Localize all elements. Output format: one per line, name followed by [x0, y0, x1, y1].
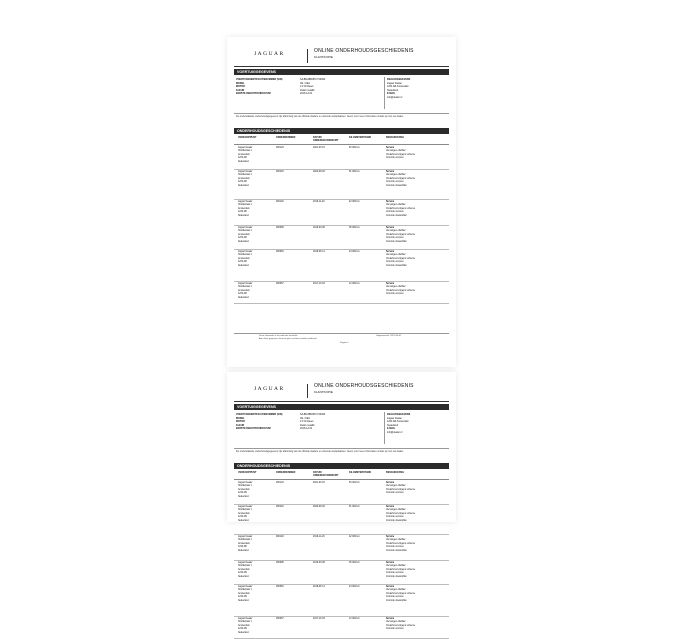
- cell-description-line: Controle remmen: [386, 596, 415, 599]
- cell-description-line: Controle vloeistoffen: [386, 550, 415, 553]
- vin-value: SAJBA4BN0HCY00000: [300, 413, 325, 417]
- cell-dealer-line: Jaguar Dealer: [238, 506, 252, 509]
- cell-description-line: Controle remmen: [386, 492, 415, 495]
- cell-description-line: Onderhoud volgens schema: [386, 178, 415, 181]
- footer-generated: Gegenereerd: 2021-04-01: [376, 335, 401, 338]
- cell-description: [386, 251, 415, 268]
- page-header: [234, 46, 449, 67]
- col-date: DATUM ONDERHOUDSBEURT: [313, 471, 343, 477]
- cell-dealer: [238, 586, 252, 603]
- col-order: ORDERNUMMER: [276, 136, 295, 139]
- cell-km: 51 000 km: [349, 506, 360, 509]
- cell-km: 24 000 km: [349, 586, 360, 589]
- cell-description-line: Controle remmen: [386, 293, 415, 296]
- cell-description-line: Vervangen oliefilter: [386, 485, 415, 488]
- cell-dealer-line: 1234 AB: [238, 628, 252, 631]
- cell-km: 60 000 km: [349, 482, 360, 485]
- dealer-email: info@dealer.nl: [387, 431, 410, 435]
- cell-date: 2017-10-03: [313, 283, 325, 286]
- cell-dealer-line: 1234 AB: [238, 572, 252, 575]
- cell-date: 2019-03-08: [313, 562, 325, 565]
- header-divider: [307, 49, 308, 63]
- cell-dealer: [238, 506, 252, 523]
- cell-date: 2021-03-15: [313, 482, 325, 485]
- cell-dealer-line: Amsterdam: [238, 569, 252, 572]
- cell-description-line: Service: [386, 562, 415, 565]
- vin-value: SAJBA4BN0HCY00000: [300, 78, 325, 82]
- cell-description-line: Service: [386, 147, 415, 150]
- table-row: [234, 225, 449, 250]
- cell-date: 2020-09-02: [313, 506, 325, 509]
- cell-dealer: [238, 482, 252, 499]
- page-number: Pagina 1: [340, 342, 349, 345]
- cell-order: 000095: [276, 227, 284, 230]
- cell-description-line: Vervangen oliefilter: [386, 204, 415, 207]
- col-dealer: VERKOOPPUNT: [238, 471, 256, 474]
- col-description: BESCHRIJVING: [386, 471, 404, 474]
- cell-description-line: Service: [386, 536, 415, 539]
- color-value: Zwart metallic: [300, 424, 325, 428]
- registration-value: 2016-12-01: [300, 92, 325, 96]
- cell-dealer-line: Hoofdstraat 1: [238, 254, 252, 257]
- cell-dealer-line: Nederland: [238, 520, 252, 523]
- document-page-2: [227, 372, 456, 522]
- model-value: XE / XEA: [300, 417, 325, 421]
- cell-description-line: Vervangen oliefilter: [386, 539, 415, 542]
- cell-dealer-line: Jaguar Dealer: [238, 562, 252, 565]
- footer-line-1: Deze informatie is ter indicatie verstrekt.: [259, 335, 317, 338]
- cell-dealer: [238, 147, 252, 164]
- cell-description: [386, 562, 415, 579]
- table-row: [234, 616, 449, 639]
- cell-dealer-line: Nederland: [238, 600, 252, 603]
- dealer-name: Jaguar Dealer: [387, 417, 410, 421]
- cell-description-line: Controle vloeistoffen: [386, 600, 415, 603]
- cell-description-line: Vervangen oliefilter: [386, 174, 415, 177]
- cell-dealer: [238, 536, 252, 553]
- cell-km: 35 000 km: [349, 227, 360, 230]
- cell-description-line: Onderhoud volgens schema: [386, 208, 415, 211]
- cell-description-line: Onderhoud volgens schema: [386, 154, 415, 157]
- cell-description: [386, 586, 415, 603]
- cell-dealer-line: Hoofdstraat 1: [238, 204, 252, 207]
- cell-description-line: Controle vloeistoffen: [386, 185, 415, 188]
- dealer-address: 1234 AB Amsterdam: [387, 420, 410, 424]
- cell-description-line: Onderhoud volgens schema: [386, 569, 415, 572]
- footer-disclaimer: [259, 335, 317, 341]
- cell-dealer-line: Hoofdstraat 1: [238, 286, 252, 289]
- cell-description-line: Service: [386, 201, 415, 204]
- cell-order: 000102: [276, 201, 284, 204]
- cell-order: 000102: [276, 536, 284, 539]
- cell-dealer-line: Hoofdstraat 1: [238, 539, 252, 542]
- cell-dealer-line: Jaguar Dealer: [238, 618, 252, 621]
- dealer-country: Nederland: [387, 424, 410, 428]
- engine-value: 2.0 I4 Diesel: [300, 85, 325, 89]
- cell-dealer-line: Amsterdam: [238, 258, 252, 261]
- table-row: [234, 199, 449, 226]
- cell-dealer-line: Amsterdam: [238, 290, 252, 293]
- table-row: [234, 480, 449, 505]
- cell-date: 2019-03-08: [313, 227, 325, 230]
- cell-dealer-line: Jaguar Dealer: [238, 227, 252, 230]
- cell-dealer-line: Nederland: [238, 161, 252, 164]
- color-label: KLEUR: [236, 424, 282, 428]
- vehicle-labels: [236, 78, 282, 96]
- footer-line-2: Aan deze gegevens kunnen geen rechten worden ontleend.: [259, 338, 317, 341]
- engine-label: MOTOR: [236, 85, 282, 89]
- page-title: ONLINE ONDERHOUDSGESCHIEDENIS: [314, 48, 414, 54]
- page-title: ONLINE ONDERHOUDSGESCHIEDENIS: [314, 383, 414, 389]
- cell-km: 35 000 km: [349, 562, 360, 565]
- table-row: [234, 584, 449, 617]
- cell-dealer-line: Nederland: [238, 185, 252, 188]
- cell-dealer-line: 1234 AB: [238, 181, 252, 184]
- cell-description-line: Onderhoud volgens schema: [386, 234, 415, 237]
- cell-dealer-line: Amsterdam: [238, 208, 252, 211]
- col-km: KILOMETERSTAND: [349, 471, 371, 474]
- cell-dealer-line: Jaguar Dealer: [238, 482, 252, 485]
- cell-dealer-line: Hoofdstraat 1: [238, 230, 252, 233]
- cell-description-line: Onderhoud volgens schema: [386, 290, 415, 293]
- cell-description-line: Service: [386, 482, 415, 485]
- model-value: XE / XEA: [300, 82, 325, 86]
- cell-order: 000118: [276, 506, 284, 509]
- cell-date: 2021-03-15: [313, 147, 325, 150]
- dealer-label: DEALERGEGEVENS: [387, 413, 410, 417]
- dealer-details: [387, 78, 410, 100]
- vehicle-values: [300, 413, 325, 431]
- cell-dealer-line: Amsterdam: [238, 178, 252, 181]
- vehicle-values: [300, 78, 325, 96]
- cell-description-line: Controle vloeistoffen: [386, 241, 415, 244]
- cell-dealer-line: 1234 AB: [238, 596, 252, 599]
- cell-description: [386, 618, 415, 632]
- cell-description: [386, 482, 415, 496]
- cell-dealer: [238, 562, 252, 579]
- cell-dealer-line: 1234 AB: [238, 211, 252, 214]
- cell-dealer-line: 1234 AB: [238, 546, 252, 549]
- cell-dealer-line: 1234 AB: [238, 516, 252, 519]
- cell-description: [386, 171, 415, 188]
- cell-description-line: Onderhoud volgens schema: [386, 258, 415, 261]
- registration-label: EERSTE REGISTRATIEDATUM: [236, 427, 282, 431]
- cell-description-line: Onderhoud volgens schema: [386, 543, 415, 546]
- dealer-name: Jaguar Dealer: [387, 82, 410, 86]
- cell-date: 2019-11-20: [313, 201, 325, 204]
- history-section-bar: ONDERHOUDSGESCHIEDENIS: [234, 128, 449, 134]
- vin-label: VOERTUIGIDENTIFICATIENUMMER (VIN): [236, 78, 282, 82]
- cell-description-line: Onderhoud volgens schema: [386, 489, 415, 492]
- history-table-header: [234, 470, 449, 480]
- cell-description-line: Controle remmen: [386, 211, 415, 214]
- cell-order: 000123: [276, 147, 284, 150]
- dealer-label: DEALERGEGEVENS: [387, 78, 410, 82]
- cell-dealer-line: Jaguar Dealer: [238, 147, 252, 150]
- cell-dealer-line: Hoofdstraat 1: [238, 621, 252, 624]
- jaguar-logo: JAGUAR: [254, 51, 285, 57]
- table-row: [234, 504, 449, 535]
- vehicle-section-bar: VOERTUIGGEGEVENS: [234, 69, 449, 75]
- cell-date: 2018-06-14: [313, 586, 325, 589]
- cell-km: 12 000 km: [349, 618, 360, 621]
- color-value: Zwart metallic: [300, 89, 325, 93]
- cell-description-line: Vervangen oliefilter: [386, 150, 415, 153]
- cell-description-line: Controle remmen: [386, 237, 415, 240]
- cell-date: 2018-06-14: [313, 251, 325, 254]
- cell-dealer-line: Amsterdam: [238, 513, 252, 516]
- cell-dealer-line: Amsterdam: [238, 625, 252, 628]
- registration-label: EERSTE REGISTRATIEDATUM: [236, 92, 282, 96]
- cell-description-line: Vervangen oliefilter: [386, 565, 415, 568]
- cell-km: 42 000 km: [349, 201, 360, 204]
- cell-description: [386, 147, 415, 161]
- page-subtitle: KLANTKOPIE: [314, 55, 333, 59]
- document-page-1: [227, 37, 456, 367]
- cell-description: [386, 283, 415, 297]
- cell-description-line: Service: [386, 171, 415, 174]
- engine-label: MOTOR: [236, 420, 282, 424]
- cell-description-line: Service: [386, 227, 415, 230]
- cell-dealer-line: Hoofdstraat 1: [238, 565, 252, 568]
- cell-description-line: Controle remmen: [386, 628, 415, 631]
- dealer-details: [387, 413, 410, 435]
- cell-dealer-line: Amsterdam: [238, 489, 252, 492]
- cell-description: [386, 201, 415, 218]
- cell-dealer-line: Nederland: [238, 496, 252, 499]
- cell-km: 24 000 km: [349, 251, 360, 254]
- color-label: KLEUR: [236, 89, 282, 93]
- table-row: [234, 249, 449, 282]
- cell-description-line: Service: [386, 506, 415, 509]
- cell-dealer-line: 1234 AB: [238, 293, 252, 296]
- vehicle-section-bar: VOERTUIGGEGEVENS: [234, 404, 449, 410]
- cell-dealer-line: Nederland: [238, 297, 252, 300]
- cell-dealer: [238, 283, 252, 300]
- cell-order: 000095: [276, 562, 284, 565]
- col-km: KILOMETERSTAND: [349, 136, 371, 139]
- cell-dealer-line: Amsterdam: [238, 234, 252, 237]
- vehicle-labels: [236, 413, 282, 431]
- cell-dealer-line: Nederland: [238, 265, 252, 268]
- model-label: MODEL: [236, 417, 282, 421]
- cell-description: [386, 536, 415, 553]
- cell-description-line: Onderhoud volgens schema: [386, 593, 415, 596]
- cell-description-line: Controle remmen: [386, 546, 415, 549]
- cell-dealer-line: 1234 AB: [238, 157, 252, 160]
- cell-dealer-line: Hoofdstraat 1: [238, 485, 252, 488]
- cell-description-line: Service: [386, 586, 415, 589]
- cell-description-line: Vervangen oliefilter: [386, 589, 415, 592]
- cell-dealer-line: Hoofdstraat 1: [238, 509, 252, 512]
- cell-dealer-line: Jaguar Dealer: [238, 536, 252, 539]
- jaguar-logo: JAGUAR: [254, 386, 285, 392]
- cell-dealer: [238, 171, 252, 188]
- cell-description-line: Controle remmen: [386, 516, 415, 519]
- dealer-address: 1234 AB Amsterdam: [387, 85, 410, 89]
- cell-dealer: [238, 618, 252, 635]
- registration-value: 2016-12-01: [300, 427, 325, 431]
- cell-km: 12 000 km: [349, 283, 360, 286]
- cell-dealer-line: Jaguar Dealer: [238, 586, 252, 589]
- cell-order: 000081: [276, 586, 284, 589]
- engine-value: 2.0 I4 Diesel: [300, 420, 325, 424]
- cell-description-line: Controle vloeistoffen: [386, 520, 415, 523]
- col-description: BESCHRIJVING: [386, 136, 404, 139]
- cell-description-line: Controle remmen: [386, 572, 415, 575]
- table-row: [234, 169, 449, 200]
- cell-description-line: Vervangen oliefilter: [386, 621, 415, 624]
- cell-date: 2017-10-03: [313, 618, 325, 621]
- cell-dealer-line: Amsterdam: [238, 543, 252, 546]
- email-label: E-MAIL: [387, 92, 410, 96]
- cell-dealer-line: 1234 AB: [238, 237, 252, 240]
- cell-dealer-line: Amsterdam: [238, 593, 252, 596]
- cell-description-line: Onderhoud volgens schema: [386, 625, 415, 628]
- vehicle-details: [234, 77, 449, 110]
- cell-dealer-line: Amsterdam: [238, 154, 252, 157]
- cell-description-line: Controle vloeistoffen: [386, 576, 415, 579]
- cell-order: 000067: [276, 283, 284, 286]
- cell-dealer-line: Nederland: [238, 241, 252, 244]
- table-row: [234, 281, 449, 304]
- cell-dealer-line: 1234 AB: [238, 261, 252, 264]
- cell-dealer-line: Nederland: [238, 632, 252, 635]
- history-table-header: [234, 135, 449, 145]
- cell-description: [386, 506, 415, 523]
- table-row: [234, 560, 449, 585]
- cell-description: [386, 227, 415, 244]
- cell-km: 60 000 km: [349, 147, 360, 150]
- dealer-country: Nederland: [387, 89, 410, 93]
- cell-dealer: [238, 227, 252, 244]
- notice-text: De onderstaande onderhoudsgegevens zijn afkomstig van de officiële dealers en erkende werkplaatsen. Neem voor meer informatie contact op met uw dealer.: [236, 115, 447, 119]
- cell-description-line: Controle remmen: [386, 261, 415, 264]
- dealer-email: info@dealer.nl: [387, 96, 410, 100]
- cell-description-line: Controle remmen: [386, 181, 415, 184]
- cell-dealer-line: Nederland: [238, 550, 252, 553]
- vin-label: VOERTUIGIDENTIFICATIENUMMER (VIN): [236, 413, 282, 417]
- cell-dealer-line: Hoofdstraat 1: [238, 589, 252, 592]
- cell-dealer-line: Jaguar Dealer: [238, 171, 252, 174]
- cell-dealer-line: Nederland: [238, 576, 252, 579]
- cell-date: 2020-09-02: [313, 171, 325, 174]
- cell-description-line: Controle vloeistoffen: [386, 265, 415, 268]
- cell-dealer-line: Jaguar Dealer: [238, 251, 252, 254]
- table-row: [234, 145, 449, 170]
- cell-description-line: Controle remmen: [386, 157, 415, 160]
- vehicle-details: [234, 412, 449, 445]
- history-section-bar: ONDERHOUDSGESCHIEDENIS: [234, 463, 449, 469]
- cell-dealer-line: Hoofdstraat 1: [238, 174, 252, 177]
- cell-dealer-line: Nederland: [238, 215, 252, 218]
- cell-description-line: Service: [386, 618, 415, 621]
- header-divider: [307, 384, 308, 398]
- page-subtitle: KLANTKOPIE: [314, 390, 333, 394]
- cell-order: 000081: [276, 251, 284, 254]
- cell-description-line: Vervangen oliefilter: [386, 230, 415, 233]
- model-label: MODEL: [236, 82, 282, 86]
- cell-order: 000118: [276, 171, 284, 174]
- col-order: ORDERNUMMER: [276, 471, 295, 474]
- notice-text: De onderstaande onderhoudsgegevens zijn afkomstig van de officiële dealers en erkende werkplaatsen. Neem voor meer informatie contact op met uw dealer.: [236, 450, 447, 454]
- cell-dealer-line: Hoofdstraat 1: [238, 150, 252, 153]
- cell-description-line: Controle vloeistoffen: [386, 215, 415, 218]
- cell-description-line: Vervangen oliefilter: [386, 509, 415, 512]
- col-dealer: VERKOOPPUNT: [238, 136, 256, 139]
- cell-description-line: Vervangen oliefilter: [386, 286, 415, 289]
- email-label: E-MAIL: [387, 427, 410, 431]
- table-row: [234, 534, 449, 561]
- cell-dealer-line: 1234 AB: [238, 492, 252, 495]
- cell-description-line: Service: [386, 283, 415, 286]
- cell-date: 2019-11-20: [313, 536, 325, 539]
- cell-description-line: Service: [386, 251, 415, 254]
- cell-order: 000123: [276, 482, 284, 485]
- cell-dealer: [238, 201, 252, 218]
- cell-dealer: [238, 251, 252, 268]
- col-date: DATUM ONDERHOUDSBEURT: [313, 136, 343, 142]
- cell-description-line: Onderhoud volgens schema: [386, 513, 415, 516]
- cell-order: 000067: [276, 618, 284, 621]
- cell-km: 51 000 km: [349, 171, 360, 174]
- cell-dealer-line: Jaguar Dealer: [238, 283, 252, 286]
- page-header: [234, 381, 449, 402]
- cell-km: 42 000 km: [349, 536, 360, 539]
- cell-dealer-line: Jaguar Dealer: [238, 201, 252, 204]
- cell-description-line: Vervangen oliefilter: [386, 254, 415, 257]
